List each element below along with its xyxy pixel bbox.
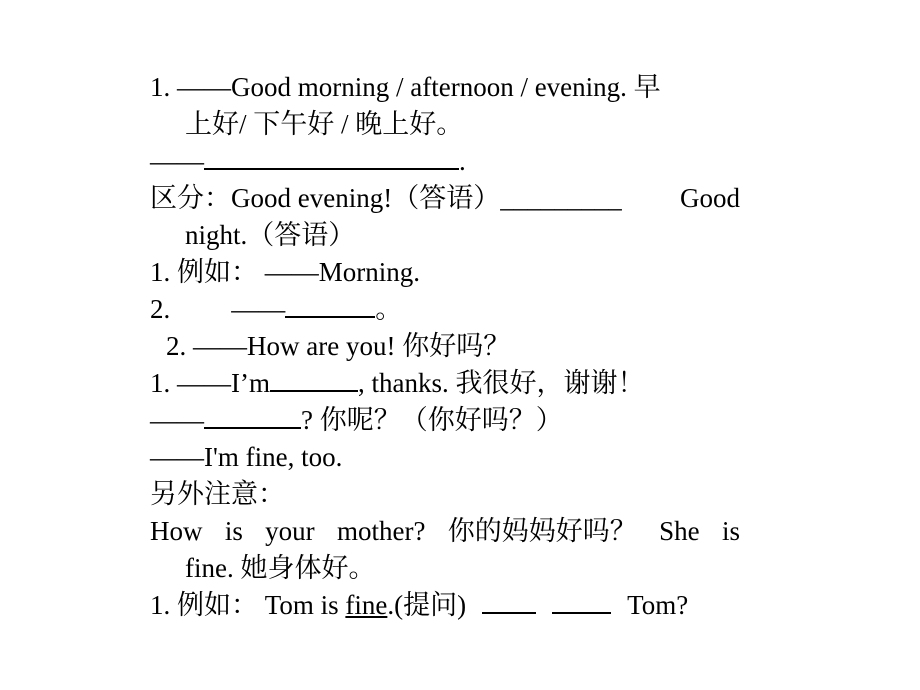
example-text: 1. 例如： ——Morning. bbox=[150, 257, 420, 287]
line-6 bbox=[150, 254, 750, 291]
answer-blank bbox=[204, 146, 459, 170]
good-text: Good bbox=[680, 183, 740, 213]
answer-blank bbox=[270, 368, 358, 392]
note-heading: 另外注意： bbox=[150, 479, 285, 509]
example-text: 1. 例如： Tom is bbox=[150, 590, 346, 620]
line-14 bbox=[185, 550, 785, 587]
line-3 bbox=[150, 143, 750, 180]
answer-blank bbox=[204, 405, 301, 429]
word-text: She bbox=[659, 516, 700, 546]
line-11 bbox=[150, 439, 750, 476]
line-15 bbox=[150, 587, 750, 624]
word-text: 你的妈妈好吗？ bbox=[447, 516, 637, 546]
line-9 bbox=[150, 365, 750, 402]
tom-text: Tom? bbox=[627, 590, 689, 620]
line-12 bbox=[150, 476, 750, 513]
period-text: 。 bbox=[375, 294, 403, 324]
greeting-item-text: 1. ——Good morning / afternoon / evening. 早 bbox=[150, 72, 661, 102]
dash-text: —— bbox=[150, 146, 204, 176]
item-number: 2. bbox=[150, 294, 171, 324]
question-hint-text: .(提问) bbox=[387, 590, 467, 620]
night-reply-text: night.（答语） bbox=[185, 220, 356, 250]
word-text: is bbox=[721, 516, 740, 546]
word-text: your bbox=[265, 516, 315, 546]
distinguish-text: 区分：Good evening!（答语）_________ bbox=[150, 183, 622, 213]
underlined-word: fine bbox=[345, 590, 388, 620]
word-text: mother? bbox=[337, 516, 426, 546]
dash-text: —— bbox=[231, 294, 286, 324]
line-2 bbox=[185, 106, 785, 143]
line-4 bbox=[150, 180, 740, 217]
line-8 bbox=[166, 328, 766, 365]
line-1 bbox=[150, 69, 750, 106]
im-text: 1. ——I’m bbox=[150, 368, 270, 398]
answer-blank bbox=[285, 294, 375, 318]
line-7 bbox=[150, 291, 750, 328]
answer-blank bbox=[482, 590, 536, 614]
fine-too-text: ——I'm fine, too. bbox=[150, 442, 343, 472]
line-5 bbox=[185, 217, 785, 254]
period-text: . bbox=[459, 146, 466, 176]
line-13 bbox=[150, 513, 740, 550]
word-text: How bbox=[150, 516, 203, 546]
and-you-text: ? 你呢？（你好吗？） bbox=[301, 405, 563, 435]
word-text: is bbox=[224, 516, 243, 546]
greeting-translation-text: 上好/ 下午好 / 晚上好。 bbox=[185, 109, 464, 139]
she-is-fine-text: fine. 她身体好。 bbox=[185, 553, 376, 583]
dash-text: —— bbox=[150, 405, 204, 435]
how-are-you-text: 2. ——How are you! 你好吗？ bbox=[166, 331, 511, 361]
thanks-text: , thanks. 我很好，谢谢！ bbox=[357, 368, 645, 398]
line-10 bbox=[150, 402, 750, 439]
answer-blank bbox=[552, 590, 611, 614]
